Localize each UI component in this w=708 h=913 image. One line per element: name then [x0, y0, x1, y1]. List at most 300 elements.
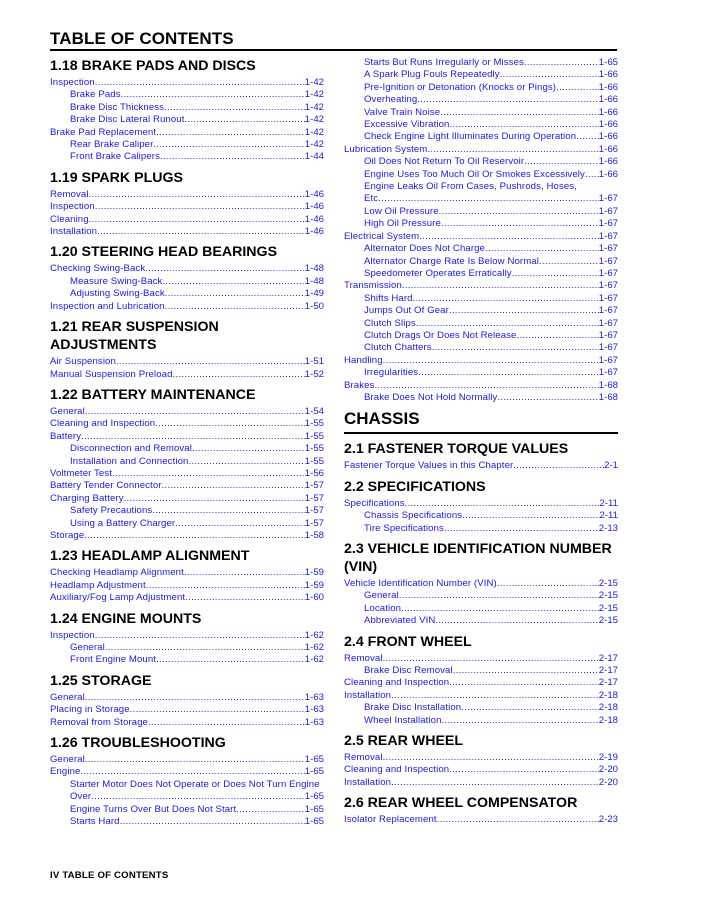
toc-entry-label: Specifications: [344, 497, 405, 509]
toc-entry-link[interactable]: [344, 665, 618, 677]
toc-entry-link[interactable]: [344, 119, 618, 131]
toc-entry-link[interactable]: [344, 318, 618, 330]
dot-leader: [121, 89, 305, 101]
toc-entry-page-number: 1-67: [598, 267, 618, 279]
toc-entry-label: High Oil Pressure: [364, 218, 441, 230]
toc-entry-label: Removal: [344, 752, 383, 764]
toc-entry-page-number: 1-67: [598, 305, 618, 317]
toc-entry-link[interactable]: [50, 692, 324, 704]
toc-entry-link[interactable]: [50, 431, 324, 443]
dot-leader: [185, 592, 305, 604]
dot-leader: [449, 119, 598, 131]
toc-entry-link[interactable]: [50, 443, 324, 455]
dot-leader: [500, 69, 599, 81]
dot-leader: [512, 268, 599, 280]
dot-leader: [89, 189, 305, 201]
toc-entry-link[interactable]: [344, 131, 618, 143]
dot-leader: [192, 443, 305, 455]
section-entry-list: [50, 77, 324, 164]
toc-entry-label: Brake Pad Replacement: [50, 126, 157, 138]
dot-leader: [184, 114, 304, 126]
dot-leader: [399, 590, 599, 602]
toc-entry-label: Installation: [344, 689, 392, 701]
toc-entry-link[interactable]: [344, 206, 618, 218]
toc-entry-label: Removal: [344, 652, 383, 664]
toc-entry-link[interactable]: [50, 630, 324, 642]
toc-entry-link[interactable]: [50, 288, 324, 300]
toc-entry-link[interactable]: [344, 193, 618, 205]
toc-entry-label: Clutch Slips: [364, 317, 416, 329]
dot-leader: [383, 752, 599, 764]
toc-entry-link[interactable]: [50, 480, 324, 492]
toc-entry-label: Isolator Replacement: [344, 814, 437, 826]
dot-leader: [184, 567, 305, 579]
toc-entry-link[interactable]: [50, 263, 324, 275]
toc-entry-label: Irregularities: [364, 367, 419, 379]
section-heading: 1.25 STORAGE: [50, 672, 152, 689]
toc-entry-link[interactable]: [50, 717, 324, 729]
toc-entry-page-number: 2-11: [599, 497, 618, 509]
toc-entry-link[interactable]: [50, 804, 324, 816]
section-heading: 1.24 ENGINE MOUNTS: [50, 610, 202, 627]
section-heading: 1.18 BRAKE PADS AND DISCS: [50, 58, 256, 74]
dot-leader: [124, 493, 305, 505]
toc-entry-link[interactable]: [50, 580, 324, 592]
dot-leader: [95, 201, 305, 213]
toc-entry-link[interactable]: [50, 791, 324, 803]
toc-entry-page-number: 2-18: [598, 689, 618, 701]
toc-entry-link[interactable]: [50, 505, 324, 517]
dot-leader: [524, 57, 599, 69]
toc-entry-link[interactable]: [50, 779, 324, 791]
section-entry-list: [50, 630, 324, 667]
toc-entry-label: Battery: [50, 430, 82, 442]
dot-leader: [432, 342, 599, 354]
section-entry-list: [344, 653, 618, 727]
toc-entry-page-number: 2-17: [598, 677, 618, 689]
toc-entry-link[interactable]: [344, 330, 618, 342]
toc-entry-link[interactable]: [344, 293, 618, 305]
toc-entry-link[interactable]: [344, 615, 618, 627]
dot-leader: [173, 369, 305, 381]
toc-entry-link[interactable]: [50, 151, 324, 163]
dot-leader: [539, 256, 599, 268]
toc-entry-page-number: 1-51: [304, 356, 324, 368]
toc-entry-link[interactable]: [50, 356, 324, 368]
toc-entry-label: Brake Disc Lateral Runout: [70, 114, 185, 126]
toc-entry-link[interactable]: [50, 406, 324, 418]
toc-entry-page-number: 1-57: [304, 480, 324, 492]
dot-leader: [130, 704, 305, 716]
dot-leader: [497, 578, 599, 590]
dot-leader: [112, 468, 305, 480]
section-entry-list: [50, 567, 324, 604]
dot-leader: [164, 102, 305, 114]
dot-leader: [116, 356, 305, 368]
toc-entry-link[interactable]: [344, 510, 618, 522]
toc-entry-link[interactable]: [344, 305, 618, 317]
toc-entry-page-number: 2-11: [599, 510, 618, 522]
toc-entry-label: Cleaning: [50, 213, 89, 225]
toc-entry-page-number: 1-67: [598, 354, 618, 366]
toc-entry-label: General: [50, 754, 85, 766]
section-entry-list: [344, 752, 618, 789]
toc-entry-link[interactable]: [344, 256, 618, 268]
toc-entry-page-number: 1-67: [598, 230, 618, 242]
toc-entry-link[interactable]: [344, 677, 618, 689]
toc-entry-label: Brake Disc Thickness: [70, 101, 165, 113]
toc-entry-label: Brake Disc Removal: [364, 665, 453, 677]
toc-entry-page-number: 1-46: [304, 188, 324, 200]
toc-entry-link[interactable]: [50, 226, 324, 238]
toc-entry-page-number: 1-59: [304, 579, 324, 591]
toc-entry-page-number: 1-55: [304, 418, 324, 430]
toc-entry-page-number: 2-19: [598, 752, 618, 764]
dot-leader: [585, 169, 599, 181]
toc-entry-link[interactable]: [50, 89, 324, 101]
toc-entry-page-number: 2-15: [598, 590, 618, 602]
toc-entry-label: Vehicle Identification Number (VIN): [344, 578, 497, 589]
toc-entry-page-number: 2-15: [598, 578, 618, 589]
toc-entry-link[interactable]: [50, 654, 324, 666]
toc-entry-page-number: 1-55: [304, 455, 324, 467]
toc-entry-label: Installation: [344, 776, 392, 788]
toc-entry-link[interactable]: [344, 498, 618, 510]
toc-entry-label: Battery Tender Connector: [50, 480, 162, 492]
toc-entry-link[interactable]: [344, 392, 618, 404]
toc-entry-label: General: [50, 405, 85, 417]
dot-leader: [153, 139, 304, 151]
toc-entry-link[interactable]: [50, 766, 324, 778]
toc-entry-label: Placing in Storage: [50, 704, 130, 716]
toc-entry-link[interactable]: [50, 201, 324, 213]
toc-entry-link[interactable]: [50, 642, 324, 654]
toc-entry-label: Handling: [344, 354, 383, 366]
toc-entry-label: General: [364, 590, 399, 602]
page-footer: IV TABLE OF CONTENTS: [50, 870, 169, 881]
dot-leader: [449, 677, 599, 689]
dot-leader: [378, 193, 599, 205]
toc-entry-label: Wheel Installation: [364, 714, 442, 726]
toc-entry-page-number: 1-57: [304, 517, 324, 529]
toc-entry-page-number: 1-62: [304, 654, 324, 666]
toc-entry-link[interactable]: [344, 82, 618, 94]
toc-entry-label: Etc: [364, 193, 379, 205]
right-column: [344, 57, 618, 832]
dot-leader: [81, 431, 305, 443]
toc-entry-label: Adjusting Swing-Back: [70, 288, 165, 300]
toc-entry-label: Brake Pads: [70, 89, 121, 101]
toc-entry-link[interactable]: [344, 702, 618, 714]
toc-entry-link[interactable]: [344, 218, 618, 230]
toc-entry-link[interactable]: [344, 94, 618, 106]
toc-entry-link[interactable]: [50, 276, 324, 288]
toc-entry-link[interactable]: [50, 418, 324, 430]
toc-entry-page-number: 2-13: [598, 522, 618, 534]
toc-entry-page-number: 1-67: [598, 218, 618, 230]
dot-leader: [517, 330, 599, 342]
toc-entry-page-number: 1-57: [304, 505, 324, 517]
toc-entry-link[interactable]: [50, 189, 324, 201]
toc-entry-page-number: 1-57: [304, 492, 324, 504]
toc-entry-page-number: 1-65: [304, 766, 324, 778]
toc-entry-label: Overheating: [364, 94, 418, 106]
toc-entry-link[interactable]: [344, 69, 618, 81]
dot-leader: [413, 293, 599, 305]
toc-entry-page-number: 1-65: [304, 803, 324, 815]
toc-entry-label: Cleaning and Inspection: [344, 677, 450, 689]
dot-leader: [146, 580, 305, 592]
toc-entry-page-number: 1-68: [598, 379, 618, 391]
dot-leader: [441, 218, 599, 230]
dot-leader: [485, 243, 599, 255]
toc-entry-label: Clutch Chatters: [364, 342, 432, 354]
toc-entry-link[interactable]: [344, 764, 618, 776]
toc-entry-page-number: 1-66: [598, 106, 618, 118]
toc-entry-label: Speedometer Operates Erratically: [364, 267, 512, 279]
toc-entry-page-number: 1-46: [304, 201, 324, 213]
toc-entry-label: Shifts Hard: [364, 292, 413, 304]
toc-entry-page-number: 1-54: [304, 405, 324, 417]
toc-entry-page-number: 1-55: [304, 430, 324, 442]
left-column: [50, 57, 324, 833]
toc-entry-link[interactable]: [344, 57, 618, 69]
toc-entry-page-number: 1-66: [598, 156, 618, 168]
section-heading: 2.1 FASTENER TORQUE VALUES: [344, 441, 569, 458]
dot-leader: [401, 603, 599, 615]
section-heading: 1.26 TROUBLESHOOTING: [50, 735, 226, 752]
dot-leader: [85, 692, 305, 704]
toc-entry-label: Using a Battery Charger: [70, 517, 176, 529]
toc-entry-page-number: 1-63: [304, 716, 324, 728]
toc-entry-link[interactable]: [50, 518, 324, 530]
toc-entry-link[interactable]: [344, 715, 618, 727]
section-entry-list: [50, 406, 324, 542]
toc-entry-link[interactable]: [344, 243, 618, 255]
toc-entry-link[interactable]: [344, 523, 618, 535]
toc-entry-link[interactable]: [344, 107, 618, 119]
toc-entry-page-number: 1-48: [304, 275, 324, 287]
toc-entry-label: Storage: [50, 529, 85, 541]
dot-leader: [162, 480, 305, 492]
toc-entry-link[interactable]: [50, 127, 324, 139]
toc-entry-label: Brakes: [344, 379, 375, 391]
toc-entry-link[interactable]: [344, 653, 618, 665]
section-heading: 2.4 FRONT WHEEL: [344, 633, 472, 650]
toc-entry-link[interactable]: [50, 456, 324, 468]
toc-entry-label: Pre-Ignition or Detonation (Knocks or Pings): [364, 81, 557, 93]
toc-entry-link[interactable]: [50, 754, 324, 766]
toc-entry-page-number: 1-50: [304, 300, 324, 312]
toc-entry-link[interactable]: [50, 369, 324, 381]
dot-leader: [148, 717, 305, 729]
dot-leader: [162, 276, 304, 288]
section-heading: 2.3 VEHICLE IDENTIFICATION NUMBER (VIN): [344, 541, 612, 575]
dot-leader: [453, 665, 599, 677]
dot-leader: [383, 355, 599, 367]
toc-entry-link[interactable]: [344, 578, 618, 590]
toc-entry-page-number: 2-18: [598, 702, 618, 714]
toc-entry-link[interactable]: [344, 690, 618, 702]
toc-entry-page-number: 1-67: [598, 367, 618, 379]
toc-entry-page-number: 1-44: [304, 151, 324, 163]
toc-entry-link[interactable]: [344, 777, 618, 789]
toc-entry-page-number: 1-65: [304, 791, 324, 803]
toc-entry-page-number: 1-59: [304, 567, 324, 579]
toc-entry-link[interactable]: [344, 231, 618, 243]
toc-entry-label: Electrical System: [344, 230, 420, 242]
dot-leader: [391, 690, 599, 702]
toc-entry-link[interactable]: [344, 280, 618, 292]
toc-entry-page-number: 1-55: [304, 443, 324, 455]
toc-entry-label: Removal from Storage: [50, 716, 148, 728]
dot-leader: [156, 127, 305, 139]
section-entry-list: [50, 356, 324, 381]
section-heading: 1.21 REAR SUSPENSION ADJUSTMENTS: [50, 319, 219, 354]
toc-entry-page-number: 2-18: [598, 714, 618, 726]
dot-leader: [439, 206, 599, 218]
toc-entry-link[interactable]: [50, 530, 324, 542]
toc-entry-label: Air Suspension: [50, 356, 116, 368]
toc-entry-page-number: 2-1: [604, 460, 618, 472]
toc-entry-link[interactable]: [50, 468, 324, 480]
section-heading: 2.5 REAR WHEEL: [344, 733, 464, 750]
toc-entry-page-number: 1-62: [304, 629, 324, 641]
toc-entry-link[interactable]: [344, 355, 618, 367]
toc-entry-label: Inspection: [50, 201, 95, 213]
continued-entry-list: [344, 57, 618, 404]
toc-entry-link[interactable]: [344, 144, 618, 156]
toc-entry-page-number: 1-67: [598, 280, 618, 292]
section-heading: 2.6 REAR WHEEL COMPENSATOR: [344, 795, 578, 812]
toc-entry-label: Starter Motor Does Not Operate or Does Not Turn Engine: [70, 778, 320, 790]
toc-entry-link[interactable]: [50, 77, 324, 89]
dot-leader: [145, 263, 305, 275]
toc-entry-label: Installation and Connection: [70, 455, 189, 467]
toc-entry-label: Cleaning and Inspection: [50, 418, 156, 430]
toc-entry-label: Lubrication System: [344, 143, 428, 155]
toc-entry-page-number: 1-46: [304, 226, 324, 238]
dot-leader: [449, 764, 599, 776]
toc-entry-link[interactable]: [344, 156, 618, 168]
toc-entry-label: Charging Battery: [50, 492, 124, 504]
toc-entry-label: Alternator Charge Rate Is Below Normal: [364, 255, 539, 267]
toc-entry-page-number: 1-63: [304, 691, 324, 703]
toc-entry-page-number: 1-56: [304, 467, 324, 479]
dot-leader: [374, 380, 598, 392]
toc-entry-page-number: 1-66: [598, 143, 618, 155]
toc-entry-label: Oil Does Not Return To Oil Reservoir: [364, 156, 525, 168]
toc-entry-label: Tire Specifications: [364, 522, 444, 534]
dot-leader: [461, 702, 599, 714]
section-entry-list: [50, 189, 324, 239]
toc-entry-page-number: 1-67: [598, 342, 618, 354]
toc-entry-label: Engine Uses Too Much Oil Or Smokes Excessively: [364, 168, 585, 180]
dot-leader: [155, 418, 305, 430]
toc-entry-page-number: 2-15: [598, 602, 618, 614]
toc-entry-page-number: 1-65: [304, 816, 324, 828]
dot-leader: [383, 653, 599, 665]
dot-leader: [97, 226, 305, 238]
toc-entry-link[interactable]: [50, 214, 324, 226]
toc-entry-label: Over: [70, 791, 92, 803]
toc-entry-label: Low Oil Pressure: [364, 205, 439, 217]
toc-entry-link[interactable]: [344, 814, 618, 826]
toc-entry-page-number: 1-63: [304, 704, 324, 716]
dot-leader: [556, 82, 599, 94]
toc-entry-page-number: 1-60: [304, 592, 324, 604]
dot-leader: [160, 151, 305, 163]
toc-entry-link[interactable]: [344, 181, 618, 193]
toc-entry-link[interactable]: [50, 102, 324, 114]
toc-entry-label: A Spark Plug Fouls Repeatedly: [364, 69, 500, 81]
toc-entry-label: Valve Train Noise: [364, 106, 441, 118]
toc-entry-page-number: 1-67: [598, 317, 618, 329]
toc-entry-page-number: 1-58: [304, 529, 324, 541]
toc-entry-page-number: 1-66: [598, 168, 618, 180]
section-heading: 2.2 SPECIFICATIONS: [344, 478, 486, 495]
toc-entry-link[interactable]: [50, 493, 324, 505]
toc-entry-link[interactable]: [344, 460, 618, 472]
dot-leader: [156, 654, 305, 666]
toc-entry-link[interactable]: [50, 139, 324, 151]
section-entry-list: [344, 814, 618, 826]
toc-entry-link[interactable]: [50, 816, 324, 828]
toc-entry-link[interactable]: [50, 592, 324, 604]
toc-entry-label: Starts Hard: [70, 816, 120, 828]
toc-entry-link[interactable]: [344, 380, 618, 392]
toc-entry-link[interactable]: [344, 169, 618, 181]
toc-entry-label: Measure Swing-Back: [70, 275, 163, 287]
toc-entry-link[interactable]: [50, 114, 324, 126]
toc-entry-label: Fastener Torque Values in this Chapter: [344, 460, 514, 472]
toc-entry-label: Removal: [50, 188, 89, 200]
toc-entry-link[interactable]: [344, 752, 618, 764]
toc-entry-link[interactable]: [344, 603, 618, 615]
toc-entry-link[interactable]: [50, 704, 324, 716]
toc-entry-page-number: 1-67: [598, 243, 618, 255]
toc-entry-page-number: 1-49: [304, 288, 324, 300]
toc-entry-label: Location: [364, 602, 402, 614]
toc-entry-link[interactable]: [344, 590, 618, 602]
toc-entry-link[interactable]: [344, 367, 618, 379]
toc-entry-link[interactable]: [344, 268, 618, 280]
toc-entry-page-number: 1-52: [304, 368, 324, 380]
toc-entry-page-number: 2-15: [598, 615, 618, 627]
toc-entry-label: Chassis Specifications: [364, 510, 463, 522]
part-heading: CHASSIS: [344, 409, 420, 429]
toc-entry-page-number: 1-42: [304, 126, 324, 138]
toc-entry-label: Headlamp Adjustment: [50, 579, 146, 591]
section-entry-list: [50, 754, 324, 828]
toc-entry-link[interactable]: [50, 567, 324, 579]
toc-entry-page-number: 1-66: [598, 94, 618, 106]
toc-entry-link[interactable]: [344, 342, 618, 354]
toc-entry-label: Front Engine Mount: [70, 654, 157, 666]
dot-leader: [95, 630, 305, 642]
dot-leader: [576, 131, 599, 143]
toc-entry-link[interactable]: [50, 301, 324, 313]
section-entry-list: [344, 498, 618, 535]
dot-leader: [165, 301, 305, 313]
title-divider: [50, 49, 617, 51]
toc-entry-label: General: [70, 642, 105, 653]
section-entry-list: [344, 460, 618, 472]
toc-entry-label: Installation: [50, 226, 98, 238]
toc-entry-label: Excessive Vibration: [364, 119, 450, 131]
toc-entry-page-number: 2-23: [598, 814, 618, 826]
toc-entry-label: Checking Headlamp Alignment: [50, 567, 184, 579]
